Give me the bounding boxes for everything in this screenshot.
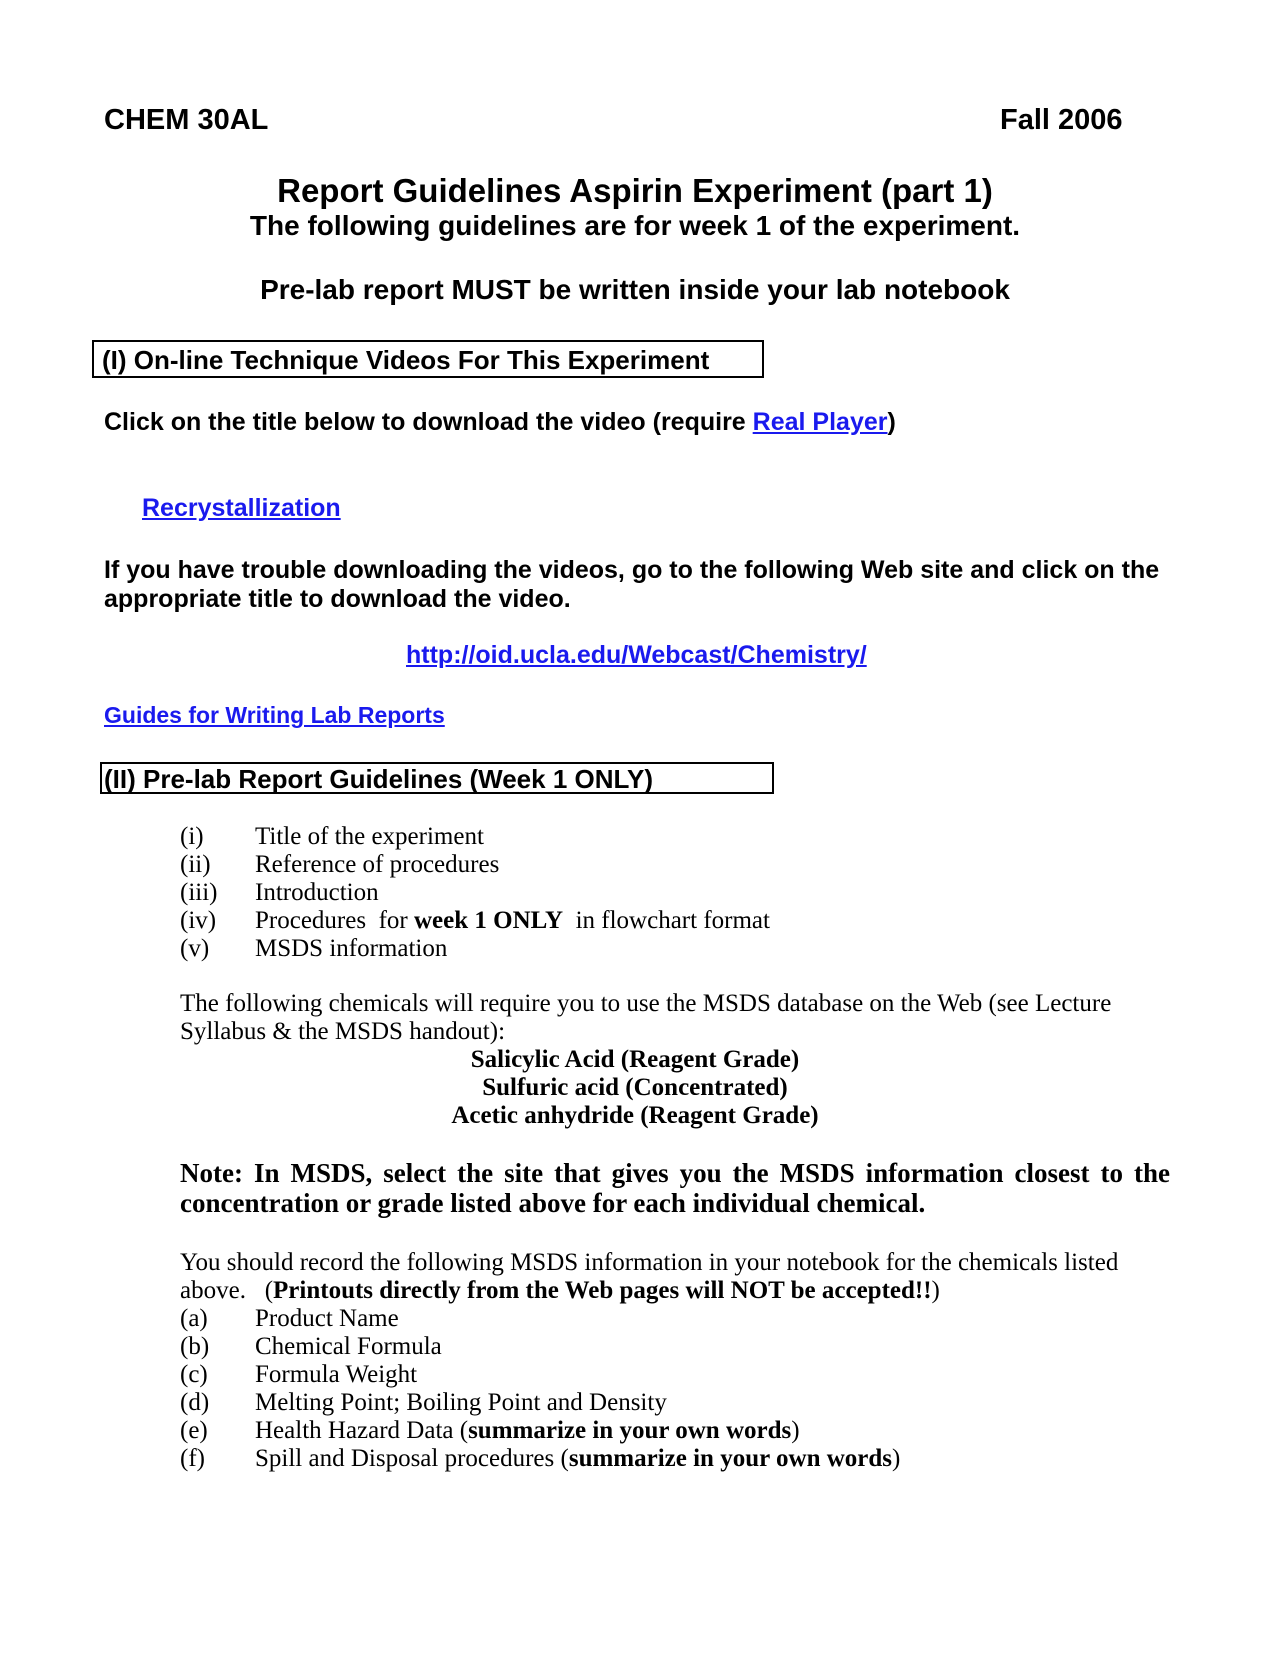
record-line2-pre: above. ( xyxy=(180,1277,274,1304)
download-instruction xyxy=(104,408,896,437)
item-number: (ii) xyxy=(180,851,211,878)
item-text: Melting Point; Boiling Point and Density xyxy=(255,1389,667,1416)
real-player-link[interactable]: Real Player xyxy=(752,408,888,436)
item-text-bold: summarize in your own words xyxy=(468,1417,792,1444)
msds-item xyxy=(180,1333,442,1361)
msds-item xyxy=(180,1417,800,1445)
item-text: Title of the experiment xyxy=(255,823,484,850)
chemicals-intro-line2: Syllabus & the MSDS handout): xyxy=(180,1018,506,1045)
item-number: (i) xyxy=(180,823,204,850)
item-text-bold: summarize in your own words xyxy=(568,1445,893,1472)
item-text: MSDS information xyxy=(255,935,448,962)
recrystallization-video-link[interactable]: Recrystallization xyxy=(142,494,341,522)
section2-heading: (II) Pre-lab Report Guidelines (Week 1 ONLY) xyxy=(104,764,654,794)
chemicals-intro-line1: The following chemicals will require you to use the MSDS database on the Web (see Lecture xyxy=(180,990,1112,1017)
prelab-item xyxy=(180,879,379,907)
item-number: (v) xyxy=(180,935,210,962)
prelab-notice: Pre-lab report MUST be written inside your lab notebook xyxy=(260,274,1010,305)
prelab-item xyxy=(180,935,447,963)
chemical-name: Acetic anhydride (Reagent Grade) xyxy=(451,1102,819,1129)
item-letter: (f) xyxy=(180,1445,205,1472)
msds-item xyxy=(180,1445,900,1473)
term: Fall 2006 xyxy=(1000,104,1123,136)
course-code: CHEM 30AL xyxy=(104,104,269,136)
item-number: (iii) xyxy=(180,879,218,906)
msds-item xyxy=(180,1361,417,1389)
item-text-post: in flowchart format xyxy=(563,907,770,934)
item-text-pre: Spill and Disposal procedures ( xyxy=(255,1445,569,1472)
item-text: Reference of procedures xyxy=(255,851,500,878)
printouts-warning: Printouts directly from the Web pages will NOT be accepted!! xyxy=(273,1277,932,1304)
section1-heading-box xyxy=(92,340,764,378)
prelab-item xyxy=(180,907,770,935)
item-letter: (e) xyxy=(180,1417,208,1444)
item-text: Introduction xyxy=(255,879,379,906)
prelab-item xyxy=(180,851,499,879)
section2-heading-box xyxy=(100,762,774,794)
item-text-bold: week 1 ONLY xyxy=(413,907,564,934)
trouble-text-line1: If you have trouble downloading the videos, go to the following Web site and click on the xyxy=(104,556,1160,584)
msds-item xyxy=(180,1389,667,1417)
record-instruction-line1: You should record the following MSDS information in your notebook for the chemicals listed xyxy=(180,1249,1119,1276)
webcast-url-link[interactable]: http://oid.ucla.edu/Webcast/Chemistry/ xyxy=(406,641,867,669)
close-paren: ) xyxy=(887,408,896,436)
item-text-pre: Health Hazard Data ( xyxy=(255,1417,469,1444)
record-instruction-line2 xyxy=(180,1277,940,1305)
trouble-text-line2: appropriate title to download the video. xyxy=(104,585,571,613)
item-number: (iv) xyxy=(180,907,217,934)
chemical-name: Salicylic Acid (Reagent Grade) xyxy=(470,1046,800,1073)
page-title: Report Guidelines Aspirin Experiment (part 1) xyxy=(277,172,993,209)
section1-heading: (I) On-line Technique Videos For This Experiment xyxy=(102,345,710,375)
item-letter: (a) xyxy=(180,1305,208,1332)
prelab-item xyxy=(180,823,484,851)
item-text-post: ) xyxy=(791,1417,800,1444)
item-letter: (d) xyxy=(180,1389,210,1416)
item-text: Product Name xyxy=(255,1305,399,1332)
msds-item xyxy=(180,1305,399,1333)
download-instruction-text: Click on the title below to download the video (require xyxy=(104,408,753,436)
msds-note-line1: Note: In MSDS, select the site that gives you the MSDS information closest to the xyxy=(180,1158,1170,1188)
item-text-pre: Procedures for xyxy=(255,907,414,934)
msds-note-line2: concentration or grade listed above for each individual chemical. xyxy=(180,1188,926,1218)
item-letter: (c) xyxy=(180,1361,208,1388)
item-text: Chemical Formula xyxy=(255,1333,442,1360)
page-subtitle: The following guidelines are for week 1 of the experiment. xyxy=(249,210,1021,241)
chemical-name: Sulfuric acid (Concentrated) xyxy=(482,1074,788,1101)
item-letter: (b) xyxy=(180,1333,210,1360)
item-text-post: ) xyxy=(892,1445,901,1472)
guides-lab-reports-link[interactable]: Guides for Writing Lab Reports xyxy=(104,702,445,728)
item-text: Formula Weight xyxy=(255,1361,418,1388)
record-line2-post: ) xyxy=(931,1277,940,1304)
